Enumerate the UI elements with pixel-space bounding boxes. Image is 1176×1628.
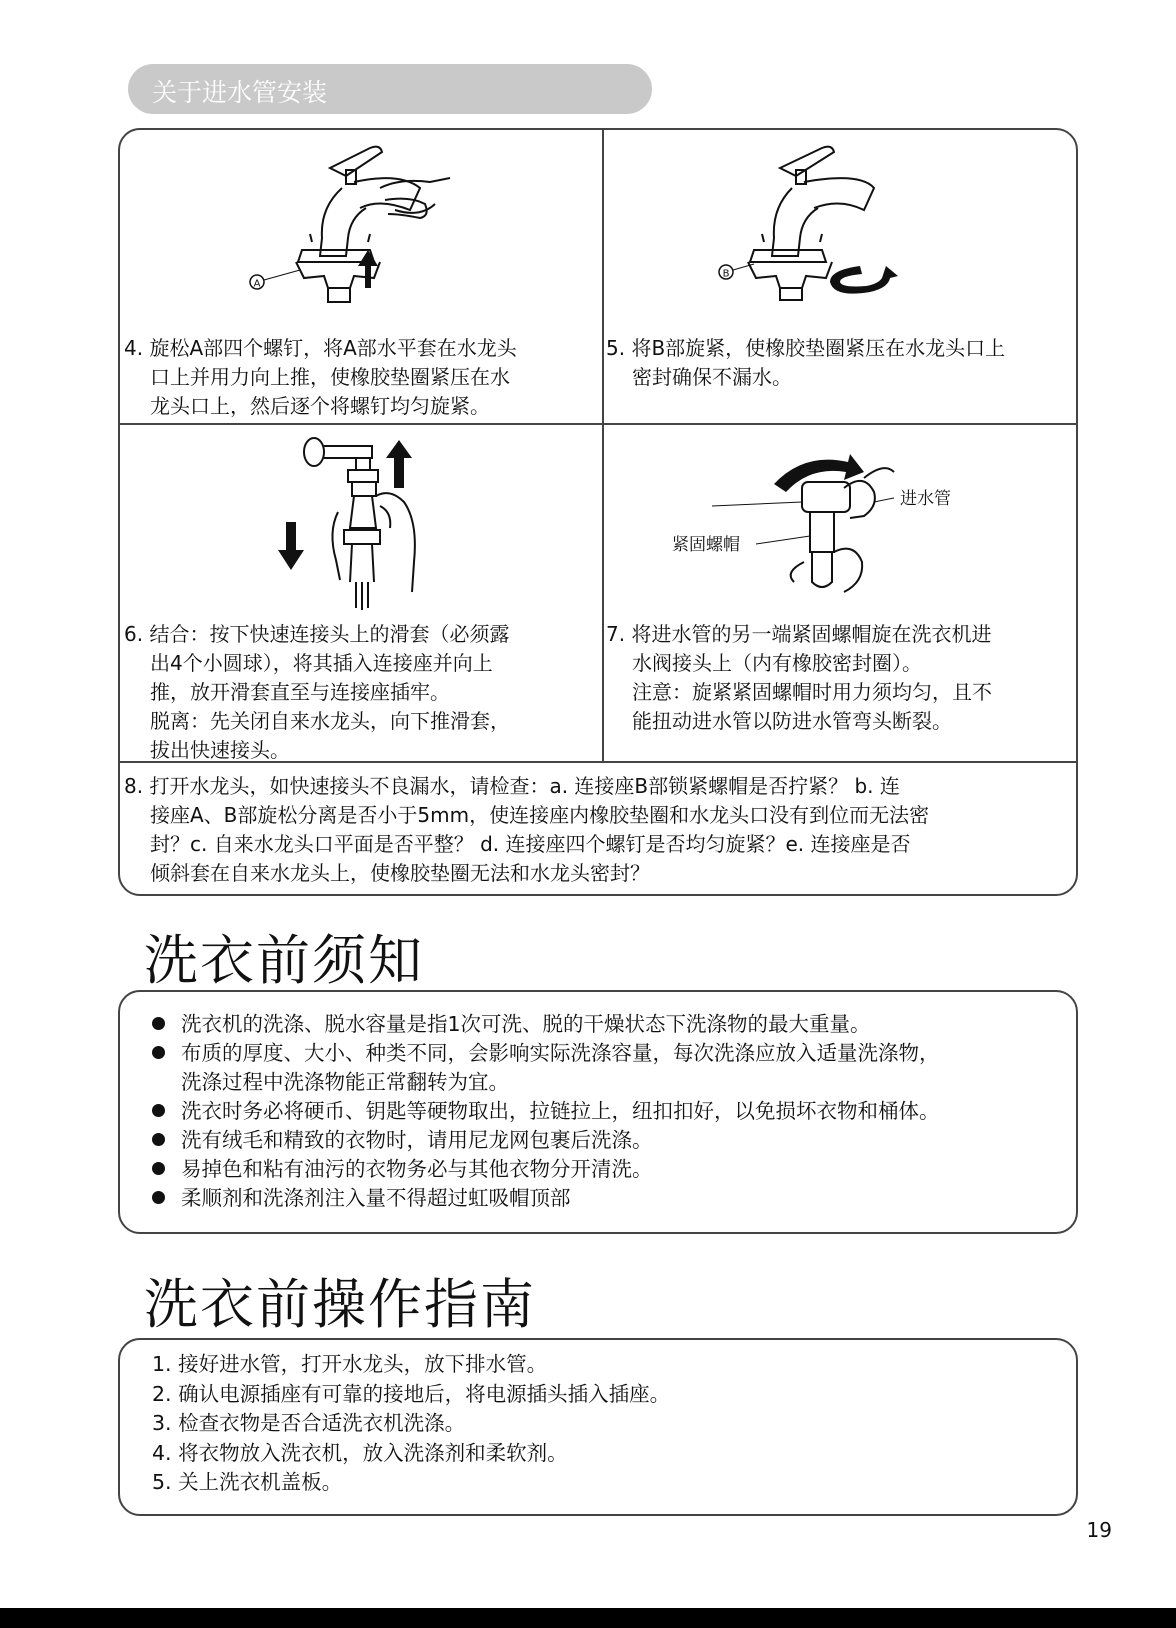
- bullet-icon: [152, 1162, 165, 1175]
- list-item-continuation: 洗涤过程中洗涤物能正常翻转为宜。: [181, 1070, 509, 1094]
- section-header-label: 关于进水管安装: [152, 78, 328, 107]
- quick-connector-illustration: [280, 432, 460, 612]
- label-b: B: [722, 268, 730, 280]
- step-7-text: 7. 将进水管的另一端紧固螺帽旋在洗衣机进 水阀接头上（内有橡胶密封圈）。 注意：旋紧紧固螺帽时用力须均匀，且不 能扭动进水管以防进水管弯头断裂。: [606, 622, 992, 733]
- faucet-adapter-illustration-a: [250, 138, 480, 308]
- list-item: 2. 确认电源插座有可靠的接地后，将电源插头插入插座。: [152, 1381, 671, 1406]
- list-item: 布质的厚度、大小、种类不同，会影响实际洗涤容量，每次洗涤应放入适量洗涤物，: [152, 1039, 940, 1068]
- install-divider-row1: [119, 423, 1077, 425]
- bullet-icon: [152, 1133, 165, 1146]
- bullet-icon: [152, 1046, 165, 1059]
- guide-list: [152, 1350, 670, 1498]
- bullet-icon: [152, 1104, 165, 1117]
- list-item: 3. 检查衣物是否合适洗衣机洗涤。: [152, 1411, 466, 1435]
- guide-title: 洗衣前操作指南: [144, 1273, 536, 1336]
- step-4-text: 4. 旋松A部四个螺钉，将A部水平套在水龙头 口上并用力向上推，使橡胶垫圈紧压在水 龙头口上，然后逐个将螺钉均匀旋紧。: [124, 336, 517, 418]
- fastening-nut-illustration: [672, 432, 1004, 602]
- list-item: 1. 接好进水管，打开水龙头，放下排水管。: [152, 1352, 548, 1376]
- bottom-bar: [0, 1608, 1176, 1628]
- list-item: 易掉色和粘有油污的衣物务必与其他衣物分开清洗。: [152, 1155, 940, 1184]
- list-item: 洗有绒毛和精致的衣物时，请用尼龙网包裹后洗涤。: [152, 1126, 940, 1155]
- list-item: 柔顺剂和洗涤剂注入量不得超过虹吸帽顶部: [152, 1184, 940, 1213]
- label-fastening-nut: 紧固螺帽: [672, 535, 740, 555]
- page-number: 19: [1086, 1518, 1112, 1542]
- list-item: 洗衣时务必将硬币、钥匙等硬物取出，拉链拉上，纽扣扣好，以免损坏衣物和桶体。: [152, 1097, 940, 1126]
- list-item: 5. 关上洗衣机盖板。: [152, 1470, 343, 1494]
- list-item: 洗衣机的洗涤、脱水容量是指1次可洗、脱的干燥状态下洗涤物的最大重量。: [152, 1010, 940, 1039]
- step-8-text: 8. 打开水龙头，如快速接头不良漏水，请检查：a. 连接座B部锁紧螺帽是否拧紧？ b. 连 接座A、B部旋松分离是否小于5mm，使连接座内橡胶垫圈和水龙头口没有到位而无法密 封？c. 自来水龙头口平面是否平整？ d. 连接座四个螺钉是否均匀旋紧？e. 连接座是否 倾斜套在自来水龙头上，使橡胶垫圈无法和水龙头密封？: [124, 774, 930, 885]
- bullet-icon: [152, 1017, 165, 1030]
- step-5-text: 5. 将B部旋紧，使橡胶垫圈紧压在水龙头口上 密封确保不漏水。: [606, 336, 1006, 389]
- label-inlet-pipe: 进水管: [900, 489, 951, 509]
- list-item: 4. 将衣物放入洗衣机，放入洗涤剂和柔软剂。: [152, 1440, 568, 1465]
- notes-title: 洗衣前须知: [144, 929, 424, 992]
- label-a: A: [253, 278, 261, 290]
- bullet-icon: [152, 1191, 165, 1204]
- faucet-adapter-illustration-b: [710, 138, 920, 308]
- step-6-text: 6. 结合：按下快速连接头上的滑套（必须露 出4个小圆球），将其插入连接座并向上 推，放开滑套直至与连接座插牢。 脱离：先关闭自来水龙头，向下推滑套， 拔出快速接头。: [124, 622, 510, 762]
- notes-list: [152, 1010, 940, 1213]
- section-header: [128, 64, 652, 114]
- install-divider-vertical: [602, 129, 604, 762]
